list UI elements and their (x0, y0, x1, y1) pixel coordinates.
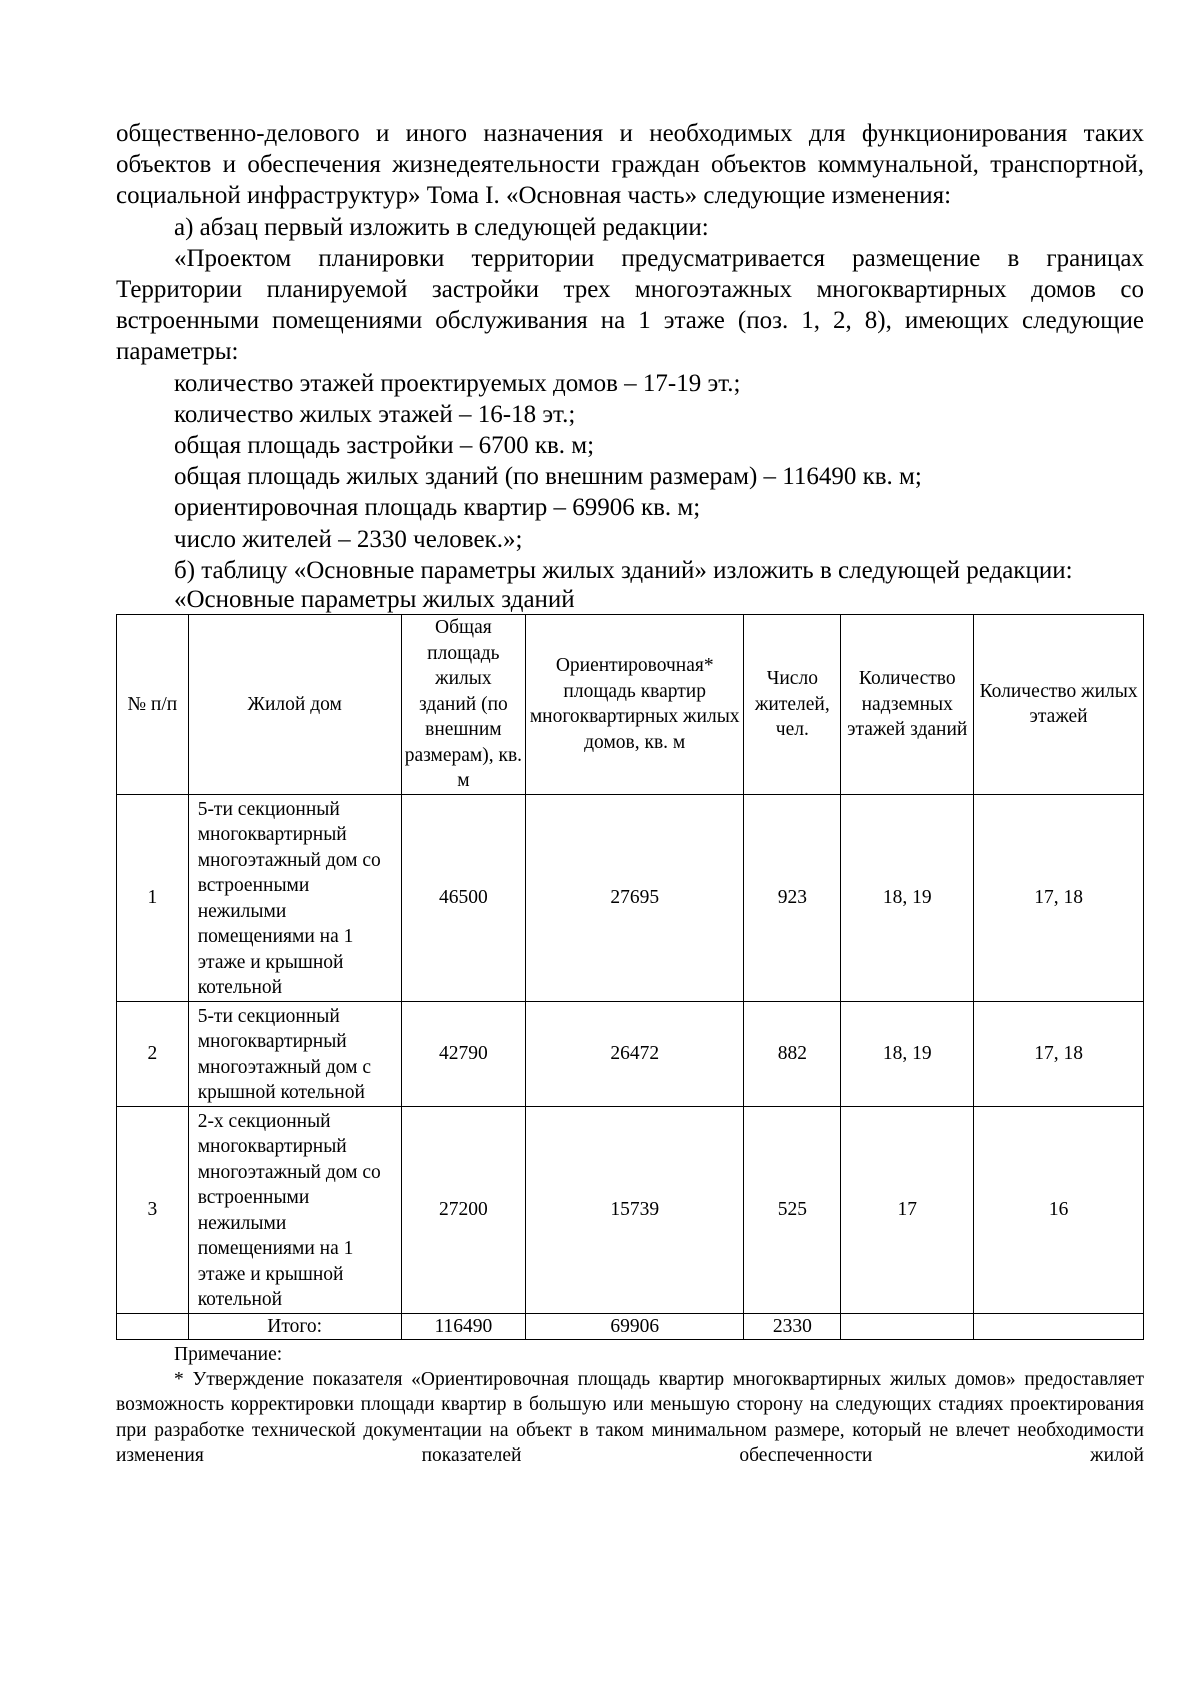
document-page (116, 118, 1144, 1468)
header-residents: Число жителей, чел. (744, 615, 841, 795)
cell-house: 2-х секционный многоквартирный многоэтажный дом со встроенными нежилыми помещениями на 1 этаже и крышной котельной (188, 1106, 401, 1313)
cell-residents: 525 (744, 1106, 841, 1313)
notes-text: * Утверждение показателя «Ориентировочная площадь квартир многоквартирных жилых домов» предоставляет возможность корректировки площади квартир в большую или меньшую сторону на следующих стадиях проектирования при разработке технической документации на объект в таком минимальном размере, который не влечет необходимости изменения показателей обеспеченности жилой (116, 1369, 1144, 1466)
param-total-area: общая площадь жилых зданий (по внешним размерам) – 116490 кв. м; (174, 463, 922, 491)
total-label: Итого: (188, 1313, 401, 1340)
cell-apartment-area: 15739 (526, 1106, 744, 1313)
cell-number: 1 (117, 794, 189, 1001)
header-living-floors: Количество жилых этажей (974, 615, 1144, 795)
total-apartment-area: 69906 (526, 1313, 744, 1340)
cell-number: 2 (117, 1001, 189, 1106)
total-area: 116490 (401, 1313, 525, 1340)
cell-residents: 923 (744, 794, 841, 1001)
header-total-area: Общая площадь жилых зданий (по внешним размерам), кв. м (401, 615, 525, 795)
cell-total-area: 46500 (401, 794, 525, 1001)
table-header-row (117, 615, 1144, 795)
cell-above-ground-floors: 18, 19 (841, 794, 974, 1001)
header-number: № п/п (117, 615, 189, 795)
header-above-ground-floors: Количество надземных этажей зданий (841, 615, 974, 795)
cell-apartment-area: 27695 (526, 794, 744, 1001)
residential-parameters-table (116, 614, 1144, 1340)
cell-total-area: 27200 (401, 1106, 525, 1313)
total-residents: 2330 (744, 1313, 841, 1340)
cell-above-ground-floors: 17 (841, 1106, 974, 1313)
header-apartment-area: Ориентировочная* площадь квартир многоквартирных жилых домов, кв. м (526, 615, 744, 795)
header-house: Жилой дом (188, 615, 401, 795)
quote-paragraph: «Проектом планировки территории предусматривается размещение в границах Территории планируемой застройки трех многоэтажных многоквартирных домов со встроенными помещениями обслуживания на 1 этаже (поз. 1, 2, 8), имеющих следующие параметры: (116, 244, 1144, 366)
table-row (117, 1106, 1144, 1313)
cell-residents: 882 (744, 1001, 841, 1106)
cell-living-floors: 17, 18 (974, 1001, 1144, 1106)
paragraph-intro: общественно-делового и иного назначения и необходимых для функционирования таких объектов и обеспечения жизнедеятельности граждан объектов коммунальной, транспортной, социальной инфраструктур» Тома I. «Основная часть» следующие изменения: (116, 120, 1144, 210)
cell-total-area: 42790 (401, 1001, 525, 1106)
table-row (117, 794, 1144, 1001)
cell-house: 5-ти секционный многоквартирный многоэтажный дом с крышной котельной (188, 1001, 401, 1106)
item-b: б) таблицу «Основные параметры жилых зданий» изложить в следующей редакции: (174, 556, 1073, 584)
table-row (117, 1001, 1144, 1106)
param-apartment-area: ориентировочная площадь квартир – 69906 кв. м; (174, 494, 701, 522)
table-total-row (117, 1313, 1144, 1340)
param-living-floors: количество жилых этажей – 16-18 эт.; (174, 400, 576, 428)
table-caption: «Основные параметры жилых зданий (174, 586, 575, 614)
param-floors: количество этажей проектируемых домов – 17-19 эт.; (174, 369, 741, 397)
total-cell-number (117, 1313, 189, 1340)
cell-apartment-area: 26472 (526, 1001, 744, 1106)
cell-above-ground-floors: 18, 19 (841, 1001, 974, 1106)
notes-label: Примечание: (174, 1344, 283, 1366)
cell-number: 3 (117, 1106, 189, 1313)
total-above-ground-floors (841, 1313, 974, 1340)
cell-living-floors: 16 (974, 1106, 1144, 1313)
param-building-area: общая площадь застройки – 6700 кв. м; (174, 432, 595, 460)
item-a: а) абзац первый изложить в следующей редакции: (174, 213, 709, 241)
param-residents: число жителей – 2330 человек.»; (174, 525, 523, 553)
total-living-floors (974, 1313, 1144, 1340)
cell-living-floors: 17, 18 (974, 794, 1144, 1001)
cell-house: 5-ти секционный многоквартирный многоэтажный дом со встроенными нежилыми помещениями на 1 этаже и крышной котельной (188, 794, 401, 1001)
